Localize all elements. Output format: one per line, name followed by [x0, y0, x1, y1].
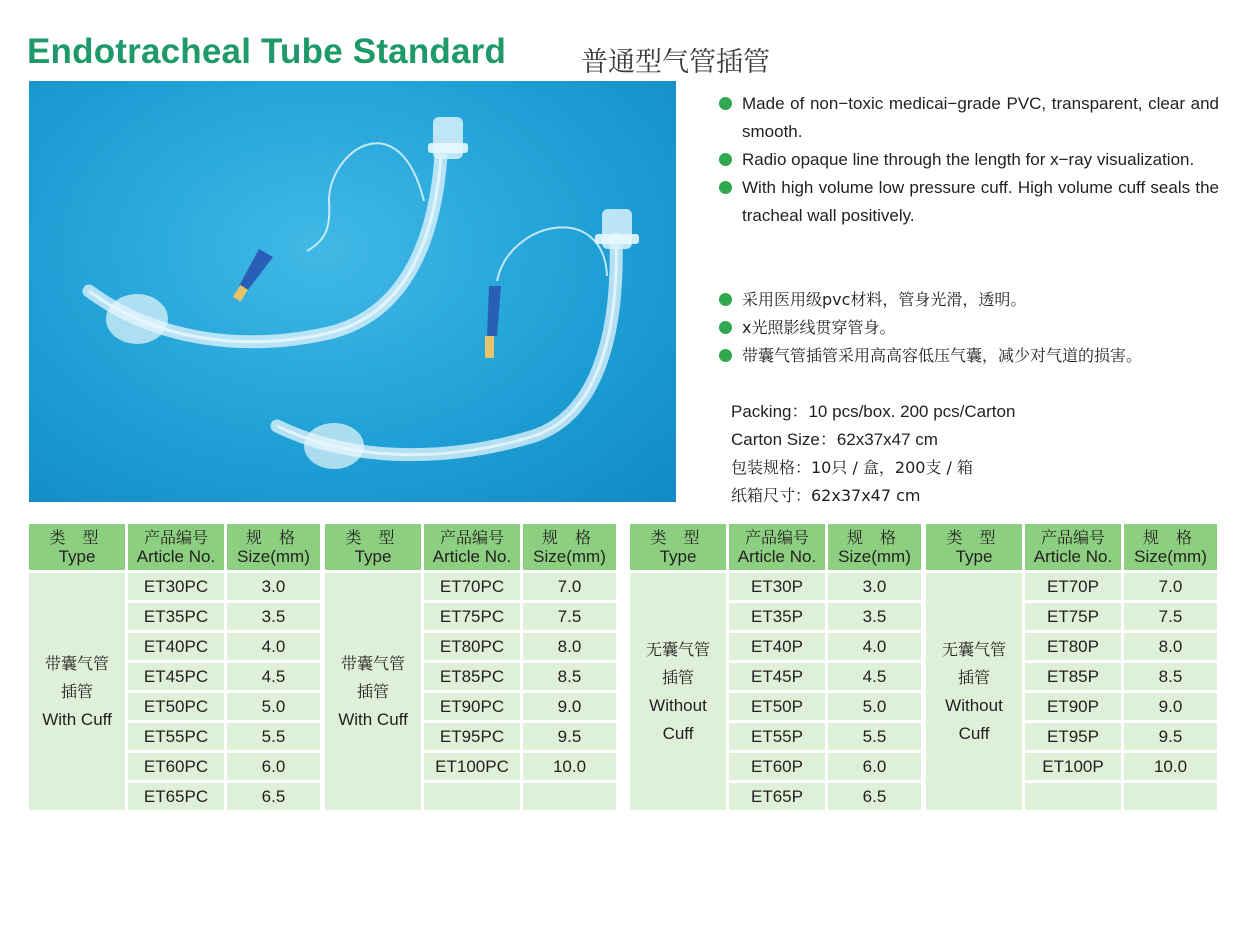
type-cell	[630, 573, 726, 810]
type-label: 插管	[356, 681, 389, 701]
size-cell: 4.5	[828, 663, 921, 690]
header-article: 产品编号 Article No.	[128, 524, 224, 570]
size-cell: 7.0	[523, 573, 616, 600]
feature-item: 带囊气管插管采用高高容低压气囊，减少对气道的损害。	[717, 342, 1219, 370]
type-label: 无囊气管	[645, 639, 710, 659]
article-number-cell: ET60PC	[128, 753, 224, 780]
bullet-icon	[719, 181, 732, 194]
bullet-icon	[719, 153, 732, 166]
type-label: 插管	[661, 667, 694, 687]
type-label: Cuff	[662, 723, 694, 743]
table-row	[926, 573, 1217, 600]
size-cell: 4.5	[227, 663, 320, 690]
article-number-cell: ET75PC	[424, 603, 520, 630]
size-cell: 7.5	[523, 603, 616, 630]
size-cell: 6.0	[227, 753, 320, 780]
table-header-row	[630, 524, 921, 570]
article-number-cell: ET35P	[729, 603, 825, 630]
size-cell: 10.0	[523, 753, 616, 780]
article-number-cell: ET40P	[729, 633, 825, 660]
size-cell: 6.5	[227, 783, 320, 810]
table-row	[325, 573, 616, 600]
article-number-cell: ET70P	[1025, 573, 1121, 600]
size-cell	[523, 783, 616, 810]
endotracheal-tube-illustration	[29, 81, 676, 502]
bullet-icon	[719, 349, 732, 362]
packing-line: Packing：10 pcs/box. 200 pcs/Carton	[731, 402, 1016, 421]
product-photo	[29, 81, 676, 502]
article-number-cell: ET75P	[1025, 603, 1121, 630]
article-number-cell: ET35PC	[128, 603, 224, 630]
size-cell: 8.5	[523, 663, 616, 690]
bullet-icon	[719, 293, 732, 306]
size-cell: 7.5	[1124, 603, 1217, 630]
spec-table	[26, 521, 323, 813]
article-number-cell: ET45P	[729, 663, 825, 690]
article-number-cell: ET85PC	[424, 663, 520, 690]
header-article: 产品编号 Article No.	[1025, 524, 1121, 570]
size-cell: 9.0	[523, 693, 616, 720]
feature-item: x光照影线贯穿管身。	[717, 314, 1219, 342]
size-cell: 4.0	[227, 633, 320, 660]
bullet-icon	[719, 321, 732, 334]
header-size: 规 格 Size(mm)	[1124, 524, 1217, 570]
spec-table	[923, 521, 1220, 813]
header-size: 规 格 Size(mm)	[828, 524, 921, 570]
size-cell: 4.0	[828, 633, 921, 660]
feature-item: Radio opaque line through the length for x−ray visualization.	[717, 146, 1219, 174]
size-cell: 5.0	[828, 693, 921, 720]
feature-item: Made of non−toxic medicai−grade PVC, transparent, clear and smooth.	[717, 90, 1219, 146]
feature-item: With high volume low pressure cuff. High volume cuff seals the tracheal wall positively.	[717, 174, 1219, 230]
type-cell	[926, 573, 1022, 810]
page-title: Endotracheal Tube Standard	[27, 32, 507, 71]
type-label: Without	[945, 695, 1003, 715]
table-row	[630, 573, 921, 600]
header-type: 类 型 Type	[630, 524, 726, 570]
article-number-cell: ET55PC	[128, 723, 224, 750]
size-cell: 5.5	[828, 723, 921, 750]
article-number-cell: ET90PC	[424, 693, 520, 720]
packing-info	[731, 398, 1015, 510]
type-label: 带囊气管	[44, 653, 109, 673]
bullet-icon	[719, 97, 732, 110]
size-cell: 9.5	[1124, 723, 1217, 750]
article-number-cell: ET85P	[1025, 663, 1121, 690]
feature-list-english	[717, 90, 1219, 230]
article-number-cell: ET70PC	[424, 573, 520, 600]
table-header-row	[29, 524, 320, 570]
article-number-cell	[1025, 783, 1121, 810]
article-number-cell: ET65P	[729, 783, 825, 810]
size-cell: 5.0	[227, 693, 320, 720]
article-number-cell: ET100PC	[424, 753, 520, 780]
article-number-cell: ET80P	[1025, 633, 1121, 660]
type-label: Without	[649, 695, 707, 715]
size-cell: 3.5	[227, 603, 320, 630]
article-number-cell: ET50PC	[128, 693, 224, 720]
feature-item: 采用医用级pvc材料，管身光滑，透明。	[717, 286, 1219, 314]
type-label: With Cuff	[338, 709, 408, 729]
table-row	[29, 573, 320, 600]
size-cell: 9.0	[1124, 693, 1217, 720]
size-cell: 8.5	[1124, 663, 1217, 690]
size-cell: 6.0	[828, 753, 921, 780]
carton-size-line: Carton Size：62x37x47 cm	[731, 430, 938, 449]
header-type: 类 型 Type	[926, 524, 1022, 570]
spec-table	[627, 521, 924, 813]
table-header-row	[325, 524, 616, 570]
type-cell	[29, 573, 125, 810]
header-size: 规 格 Size(mm)	[523, 524, 616, 570]
size-cell: 8.0	[1124, 633, 1217, 660]
size-cell: 7.0	[1124, 573, 1217, 600]
article-number-cell: ET100P	[1025, 753, 1121, 780]
header-type: 类 型 Type	[325, 524, 421, 570]
size-cell: 6.5	[828, 783, 921, 810]
size-cell: 10.0	[1124, 753, 1217, 780]
size-cell	[1124, 783, 1217, 810]
article-number-cell: ET40PC	[128, 633, 224, 660]
article-number-cell: ET30P	[729, 573, 825, 600]
packing-line-chinese: 包装规格：10只 / 盒，200支 / 箱	[731, 458, 974, 477]
header-article: 产品编号 Article No.	[424, 524, 520, 570]
type-cell	[325, 573, 421, 810]
article-number-cell: ET95PC	[424, 723, 520, 750]
carton-size-line-chinese: 纸箱尺寸：62x37x47 cm	[731, 486, 921, 505]
article-number-cell: ET55P	[729, 723, 825, 750]
article-number-cell: ET50P	[729, 693, 825, 720]
size-cell: 8.0	[523, 633, 616, 660]
type-label: 插管	[60, 681, 93, 701]
article-number-cell: ET80PC	[424, 633, 520, 660]
feature-list-chinese	[717, 286, 1219, 370]
type-label: 无囊气管	[941, 639, 1006, 659]
size-cell: 5.5	[227, 723, 320, 750]
article-number-cell: ET30PC	[128, 573, 224, 600]
spec-table	[322, 521, 619, 813]
type-label: With Cuff	[42, 709, 112, 729]
type-label: Cuff	[958, 723, 990, 743]
article-number-cell: ET45PC	[128, 663, 224, 690]
header-size: 规 格 Size(mm)	[227, 524, 320, 570]
header-article: 产品编号 Article No.	[729, 524, 825, 570]
article-number-cell: ET95P	[1025, 723, 1121, 750]
table-header-row	[926, 524, 1217, 570]
article-number-cell: ET60P	[729, 753, 825, 780]
article-number-cell: ET90P	[1025, 693, 1121, 720]
article-number-cell	[424, 783, 520, 810]
size-cell: 3.5	[828, 603, 921, 630]
article-number-cell: ET65PC	[128, 783, 224, 810]
type-label: 插管	[957, 667, 990, 687]
size-cell: 3.0	[828, 573, 921, 600]
type-label: 带囊气管	[340, 653, 405, 673]
size-cell: 3.0	[227, 573, 320, 600]
header-type: 类 型 Type	[29, 524, 125, 570]
size-cell: 9.5	[523, 723, 616, 750]
page-title-chinese: 普通型气管插管	[581, 47, 770, 78]
